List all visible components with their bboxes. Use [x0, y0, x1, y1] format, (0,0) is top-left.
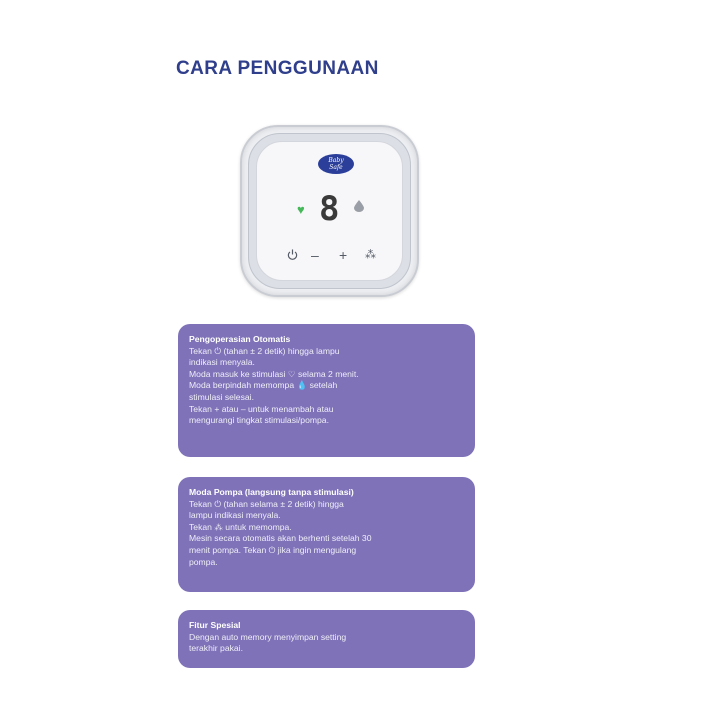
panel-title: Pengoperasian Otomatis — [189, 334, 291, 344]
panel-line: Moda berpindah memompa 💧 setelah — [189, 380, 338, 391]
panel-line: Tekan + atau – untuk menambah atau — [189, 403, 334, 414]
device-bezel — [248, 133, 411, 289]
panel-line: menit pompa. Tekan ⏻ jika ingin mengulang — [189, 544, 357, 555]
panel-line: pompa. — [189, 556, 218, 567]
panel-line: Dengan auto memory menyimpan setting — [189, 631, 347, 642]
panel-title: Fitur Spesial — [189, 620, 241, 630]
display-digit: 8 — [319, 189, 340, 229]
brand-logo — [318, 154, 354, 174]
control-buttons — [287, 247, 387, 263]
minus-icon[interactable]: – — [311, 247, 319, 263]
page-title: CARA PENGGUNAAN — [176, 58, 379, 79]
device-screen — [256, 141, 403, 281]
panel-line: Tekan ⏻ (tahan ± 2 detik) hingga lampu — [189, 345, 340, 356]
panel-pump-mode — [178, 477, 475, 592]
panel-line: stimulasi selesai. — [189, 391, 254, 402]
pump-icon[interactable]: ⁂ — [365, 249, 376, 261]
panel-line: lampu indikasi menyala. — [189, 510, 281, 521]
drop-icon — [354, 200, 364, 212]
panel-line: terakhir pakai. — [189, 643, 243, 654]
breast-pump-control-panel — [240, 125, 419, 297]
panel-line: Tekan ⁂ untuk memompa. — [189, 521, 292, 532]
panel-line: Moda masuk ke stimulasi ♡ selama 2 menit. — [189, 368, 359, 379]
panel-special-feature — [178, 610, 475, 668]
panel-line: mengurangi tingkat stimulasi/pompa. — [189, 415, 329, 426]
panel-line: Mesin secara otomatis akan berhenti setelah 30 — [189, 533, 372, 544]
panel-line: indikasi menyala. — [189, 357, 255, 368]
panel-line: Tekan ⏻ (tahan selama ± 2 detik) hingga — [189, 498, 344, 509]
plus-icon[interactable]: + — [339, 247, 348, 263]
power-icon[interactable] — [287, 249, 298, 260]
panel-title: Moda Pompa (langsung tanpa stimulasi) — [189, 487, 354, 497]
brand-logo-line1: Baby — [328, 157, 344, 164]
panel-automatic-operation — [178, 324, 475, 457]
heart-icon: ♥ — [297, 202, 305, 217]
brand-logo-line2: Safe — [329, 164, 343, 171]
